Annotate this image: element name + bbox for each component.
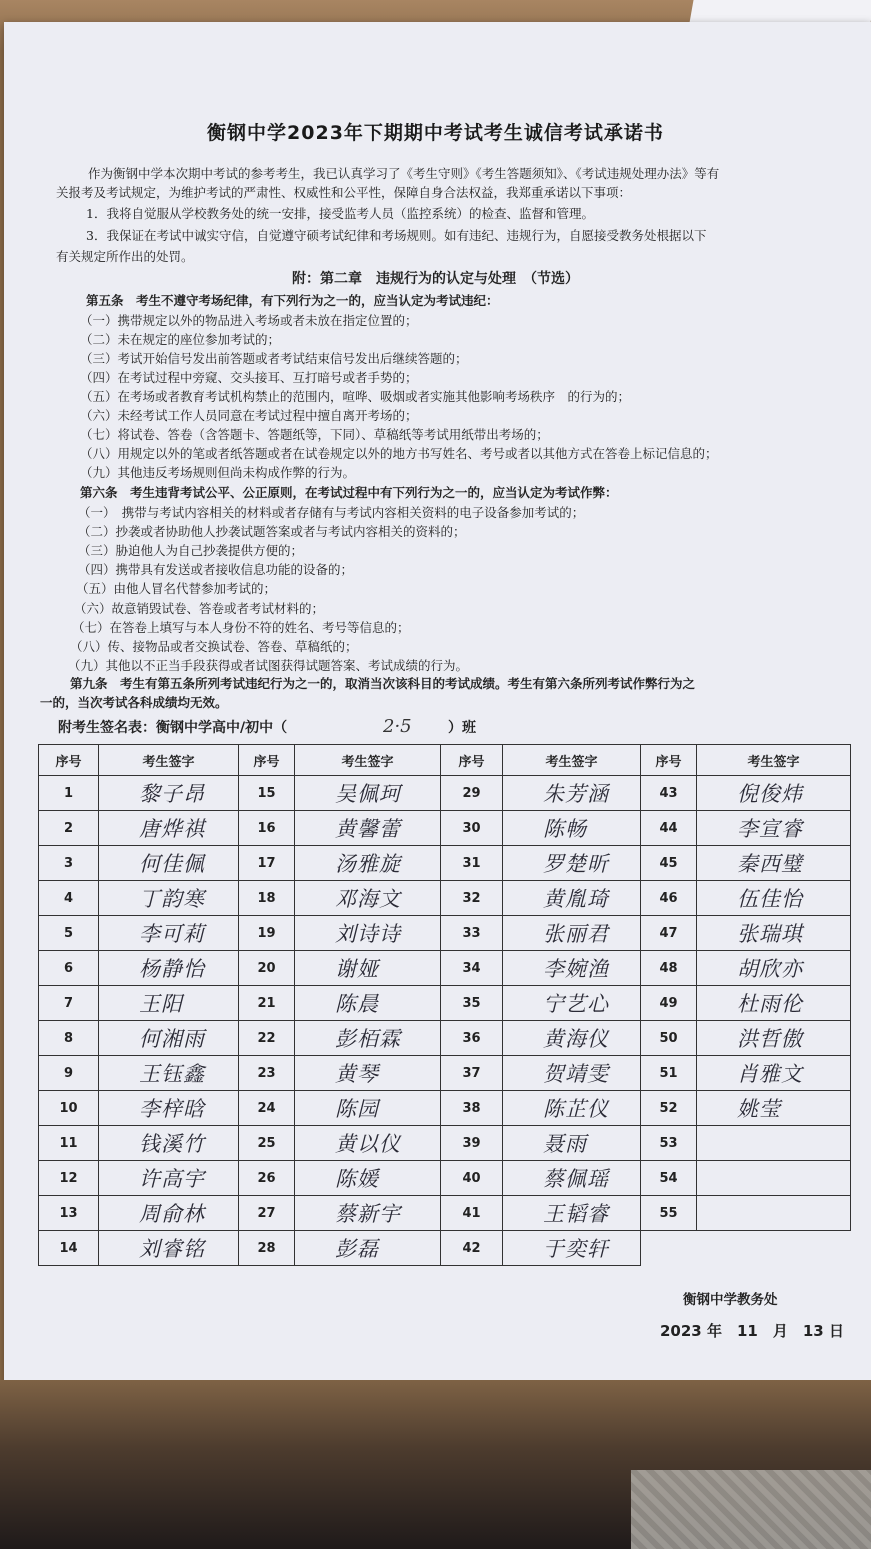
student-signature: 于奕轩 — [503, 1231, 641, 1266]
student-signature: 蔡新宇 — [295, 1196, 441, 1231]
header-sig: 考生签字 — [295, 745, 441, 776]
table-row — [39, 1161, 851, 1196]
article5-item: （七）将试卷、答卷（含答题卡、答题纸等，下同）、草稿纸等考试用纸带出考场的； — [80, 427, 549, 442]
footer-org: 衡钢中学教务处 — [683, 1292, 778, 1308]
student-signature: 邓海文 — [295, 881, 441, 916]
student-signature: 王钰鑫 — [99, 1056, 239, 1091]
table-row — [39, 986, 851, 1021]
footer-date: 2023 年 11 月 13 日 — [660, 1322, 844, 1340]
student-signature: 倪俊炜 — [697, 776, 851, 811]
row-number: 52 — [641, 1091, 697, 1126]
article5-item: （五）在考场或者教育考试机构禁止的范围内，喧哗、吸烟或者实施其他影响考场秩序 的行为的； — [80, 389, 631, 404]
student-signature: 胡欣亦 — [697, 951, 851, 986]
student-signature: 黄以仪 — [295, 1126, 441, 1161]
student-signature: 王韬睿 — [503, 1196, 641, 1231]
student-signature: 李可莉 — [99, 916, 239, 951]
header-sig: 考生签字 — [99, 745, 239, 776]
row-number: 41 — [441, 1196, 503, 1231]
row-number: 36 — [441, 1021, 503, 1056]
row-number: 29 — [441, 776, 503, 811]
row-number: 18 — [239, 881, 295, 916]
table-row — [39, 951, 851, 986]
row-number: 5 — [39, 916, 99, 951]
row-number: 44 — [641, 811, 697, 846]
student-signature: 罗楚昕 — [503, 846, 641, 881]
student-signature: 姚莹 — [697, 1091, 851, 1126]
empty-cell — [641, 1231, 697, 1266]
student-signature: 杜雨伦 — [697, 986, 851, 1021]
row-number: 53 — [641, 1126, 697, 1161]
article5-item: （六）未经考试工作人员同意在考试过程中擅自离开考场的； — [80, 408, 418, 423]
student-signature: 陈媛 — [295, 1161, 441, 1196]
article5-item: （九）其他违反考场规则但尚未构成作弊的行为。 — [80, 465, 356, 480]
header-no: 序号 — [39, 745, 99, 776]
student-signature: 秦西璧 — [697, 846, 851, 881]
row-number: 26 — [239, 1161, 295, 1196]
table-row — [39, 881, 851, 916]
student-signature: 彭磊 — [295, 1231, 441, 1266]
row-number: 34 — [441, 951, 503, 986]
student-signature: 李婉渔 — [503, 951, 641, 986]
pledge-1: 1．我将自觉服从学校教务处的统一安排，接受监考人员（监控系统）的检查、监督和管理。 — [86, 206, 594, 221]
signature-table-body — [39, 776, 851, 1266]
student-signature: 黎子昂 — [99, 776, 239, 811]
article5-item: （八）用规定以外的笔或者纸答题或者在试卷规定以外的地方书写姓名、考号或者以其他方式在答卷上标记信息的； — [80, 446, 718, 461]
article5-item: （四）在考试过程中旁窥、交头接耳、互打暗号或者手势的； — [80, 370, 418, 385]
article9-line-2: 一的，当次考试各科成绩均无效。 — [40, 695, 228, 710]
header-no: 序号 — [641, 745, 697, 776]
appendix-title: 附：第二章 违规行为的认定与处理 （节选） — [292, 271, 579, 287]
article6-item: （二）抄袭或者协助他人抄袭试题答案或者与考试内容相关的资料的； — [78, 524, 466, 539]
article6-item: （七）在答卷上填写与本人身份不符的姓名、考号等信息的； — [72, 620, 410, 635]
signature-table — [38, 744, 851, 1266]
student-signature: 聂雨 — [503, 1126, 641, 1161]
student-signature: 陈晨 — [295, 986, 441, 1021]
document-title: 衡钢中学2023年下期期中考试考生诚信考试承诺书 — [207, 122, 664, 144]
student-signature: 黄胤琦 — [503, 881, 641, 916]
student-signature: 钱溪竹 — [99, 1126, 239, 1161]
row-number: 42 — [441, 1231, 503, 1266]
row-number: 51 — [641, 1056, 697, 1091]
student-signature: 彭栢霖 — [295, 1021, 441, 1056]
student-signature — [697, 1126, 851, 1161]
table-row — [39, 1126, 851, 1161]
header-no: 序号 — [441, 745, 503, 776]
table-row — [39, 916, 851, 951]
student-signature: 蔡佩瑶 — [503, 1161, 641, 1196]
student-signature — [697, 1161, 851, 1196]
row-number: 48 — [641, 951, 697, 986]
intro-line-2: 关报考及考试规定，为维护考试的严肃性、权威性和公平性，保障自身合法权益，我郑重承诺以下事项： — [56, 185, 632, 200]
article5-item: （一）携带规定以外的物品进入考场或者未放在指定位置的； — [80, 313, 418, 328]
student-signature: 陈畅 — [503, 811, 641, 846]
row-number: 47 — [641, 916, 697, 951]
sign-table-label-end: ）班 — [448, 720, 476, 736]
table-header-row — [39, 745, 851, 776]
student-signature: 刘诗诗 — [295, 916, 441, 951]
student-signature: 何佳佩 — [99, 846, 239, 881]
row-number: 11 — [39, 1126, 99, 1161]
article9-line-1: 第九条 考生有第五条所列考试违纪行为之一的，取消当次该科目的考试成绩。考生有第六条所列考试作弊行为之 — [70, 676, 696, 691]
row-number: 31 — [441, 846, 503, 881]
table-row — [39, 1021, 851, 1056]
article6-item: （九）其他以不正当手段获得或者试图获得试题答案、考试成绩的行为。 — [68, 658, 469, 673]
student-signature: 贺靖雯 — [503, 1056, 641, 1091]
table-row — [39, 1091, 851, 1126]
student-signature: 李宣睿 — [697, 811, 851, 846]
row-number: 35 — [441, 986, 503, 1021]
row-number: 8 — [39, 1021, 99, 1056]
table-row — [39, 776, 851, 811]
article6-title: 第六条 考生违背考试公平、公正原则，在考试过程中有下列行为之一的，应当认定为考试作弊： — [80, 485, 618, 500]
row-number: 6 — [39, 951, 99, 986]
row-number: 23 — [239, 1056, 295, 1091]
article5-item: （三）考试开始信号发出前答题或者考试结束信号发出后继续答题的； — [80, 351, 468, 366]
row-number: 28 — [239, 1231, 295, 1266]
student-signature: 肖雅文 — [697, 1056, 851, 1091]
header-sig: 考生签字 — [697, 745, 851, 776]
article5-title: 第五条 考生不遵守考场纪律，有下列行为之一的，应当认定为考试违纪： — [86, 293, 499, 308]
row-number: 25 — [239, 1126, 295, 1161]
article6-item: （三）胁迫他人为自己抄袭提供方便的； — [78, 543, 304, 558]
pledge-3-line-2: 有关规定所作出的处罚。 — [56, 249, 194, 264]
student-signature: 刘睿铭 — [99, 1231, 239, 1266]
student-signature: 洪哲傲 — [697, 1021, 851, 1056]
floor-tile — [631, 1470, 871, 1549]
student-signature: 王阳 — [99, 986, 239, 1021]
row-number: 39 — [441, 1126, 503, 1161]
intro-line-1: 作为衡钢中学本次期中考试的参考考生，我已认真学习了《考生守则》《考生答题须知》、《考试违规处理办法》等有 — [88, 166, 720, 181]
article5-item: （二）未在规定的座位参加考试的； — [80, 332, 281, 347]
row-number: 49 — [641, 986, 697, 1021]
student-signature: 周俞林 — [99, 1196, 239, 1231]
article6-item: （五）由他人冒名代替参加考试的； — [76, 581, 277, 596]
student-signature: 何湘雨 — [99, 1021, 239, 1056]
row-number: 10 — [39, 1091, 99, 1126]
row-number: 1 — [39, 776, 99, 811]
row-number: 19 — [239, 916, 295, 951]
student-signature: 朱芳涵 — [503, 776, 641, 811]
student-signature: 张瑞琪 — [697, 916, 851, 951]
table-row — [39, 1196, 851, 1231]
student-signature: 黄海仪 — [503, 1021, 641, 1056]
row-number: 50 — [641, 1021, 697, 1056]
class-number-handwritten: 2·5 — [383, 716, 412, 737]
article6-item: （一） 携带与考试内容相关的材料或者存储有与考试内容相关资料的电子设备参加考试的； — [78, 505, 585, 520]
row-number: 13 — [39, 1196, 99, 1231]
student-signature: 丁韵寒 — [99, 881, 239, 916]
row-number: 32 — [441, 881, 503, 916]
row-number: 38 — [441, 1091, 503, 1126]
pledge-3-line-1: 3．我保证在考试中诚实守信，自觉遵守硕考试纪律和考场规则。如有违纪、违规行为，自愿接受教务处根据以下 — [86, 228, 707, 243]
empty-cell — [697, 1231, 851, 1266]
row-number: 15 — [239, 776, 295, 811]
student-signature: 陈园 — [295, 1091, 441, 1126]
student-signature: 杨静怡 — [99, 951, 239, 986]
article6-item: （六）故意销毁试卷、答卷或者考试材料的； — [74, 601, 325, 616]
row-number: 45 — [641, 846, 697, 881]
row-number: 2 — [39, 811, 99, 846]
student-signature: 汤雅旋 — [295, 846, 441, 881]
row-number: 27 — [239, 1196, 295, 1231]
student-signature: 李梓晗 — [99, 1091, 239, 1126]
article6-item: （四）携带具有发送或者接收信息功能的设备的； — [78, 562, 354, 577]
row-number: 20 — [239, 951, 295, 986]
student-signature: 陈芷仪 — [503, 1091, 641, 1126]
header-no: 序号 — [239, 745, 295, 776]
student-signature: 宁艺心 — [503, 986, 641, 1021]
row-number: 46 — [641, 881, 697, 916]
row-number: 4 — [39, 881, 99, 916]
row-number: 22 — [239, 1021, 295, 1056]
row-number: 17 — [239, 846, 295, 881]
row-number: 14 — [39, 1231, 99, 1266]
student-signature: 吴佩珂 — [295, 776, 441, 811]
student-signature: 黄馨蕾 — [295, 811, 441, 846]
row-number: 30 — [441, 811, 503, 846]
header-sig: 考生签字 — [503, 745, 641, 776]
row-number: 9 — [39, 1056, 99, 1091]
row-number: 43 — [641, 776, 697, 811]
table-row — [39, 1231, 851, 1266]
row-number: 12 — [39, 1161, 99, 1196]
row-number: 21 — [239, 986, 295, 1021]
row-number: 3 — [39, 846, 99, 881]
row-number: 37 — [441, 1056, 503, 1091]
article6-item: （八）传、接物品或者交换试卷、答卷、草稿纸的； — [70, 639, 358, 654]
table-row — [39, 1056, 851, 1091]
student-signature: 唐烨祺 — [99, 811, 239, 846]
student-signature: 张丽君 — [503, 916, 641, 951]
table-row — [39, 811, 851, 846]
row-number: 24 — [239, 1091, 295, 1126]
row-number: 7 — [39, 986, 99, 1021]
table-row — [39, 846, 851, 881]
student-signature: 黄琴 — [295, 1056, 441, 1091]
student-signature: 谢娅 — [295, 951, 441, 986]
row-number: 33 — [441, 916, 503, 951]
student-signature — [697, 1196, 851, 1231]
row-number: 55 — [641, 1196, 697, 1231]
row-number: 54 — [641, 1161, 697, 1196]
row-number: 16 — [239, 811, 295, 846]
row-number: 40 — [441, 1161, 503, 1196]
student-signature: 许高宇 — [99, 1161, 239, 1196]
student-signature: 伍佳怡 — [697, 881, 851, 916]
sign-table-label: 附考生签名表：衡钢中学高中/初中（ — [58, 720, 288, 736]
